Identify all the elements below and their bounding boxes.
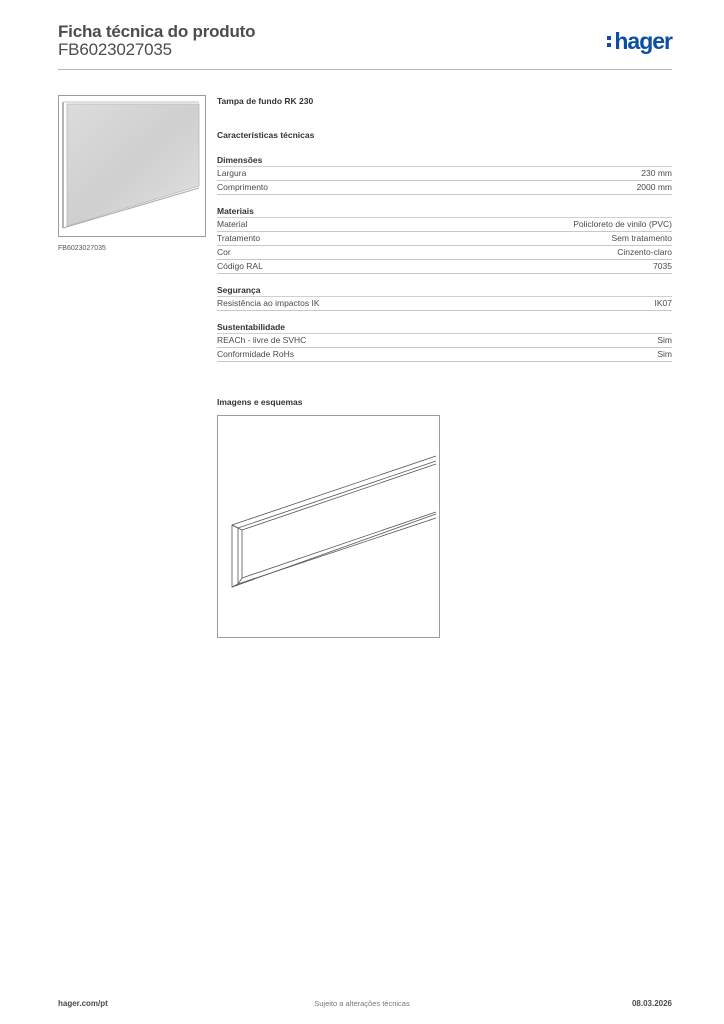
line-drawing [218,416,439,637]
spec-label: REACh - livre de SVHC [217,335,307,345]
footer-notice: Sujeito a alterações técnicas [314,999,410,1008]
spec-value: Cinzento-claro [617,247,672,257]
logo-text: hager [614,27,672,54]
spec-value: 2000 mm [636,182,672,192]
spec-value: Policloreto de vinilo (PVC) [573,219,672,229]
footer-date: 08.03.2026 [631,999,672,1008]
spec-row [217,167,672,181]
product-code: FB6023027035 [58,40,172,59]
spec-label: Largura [217,168,247,178]
spec-label: Cor [217,247,231,257]
spec-row [217,348,672,362]
product-photo [58,95,206,237]
page-header [58,22,672,70]
spec-value: 230 mm [641,168,672,178]
group-sustainability [217,322,672,362]
tech-heading: Características técnicas [217,130,315,140]
spec-row [217,246,672,260]
product-drawing [217,415,440,638]
group-title: Dimensões [217,155,672,167]
spec-row [217,334,672,348]
spec-label: Resistência ao impactos IK [217,298,320,308]
product-name: Tampa de fundo RK 230 [217,96,314,106]
spec-label: Conformidade RoHs [217,349,295,359]
group-title: Segurança [217,285,672,297]
footer-website-link[interactable]: hager.com/pt [58,999,108,1008]
group-dimensions [217,155,672,195]
photo-caption: FB6023027035 [58,245,106,252]
spec-row [217,260,672,274]
group-title: Materiais [217,206,672,218]
spec-row [217,232,672,246]
spec-value: IK07 [654,298,672,308]
spec-label: Código RAL [217,261,263,271]
hager-logo[interactable] [607,28,672,54]
spec-row [217,218,672,232]
spec-label: Material [217,219,248,229]
group-safety [217,285,672,311]
spec-value: 7035 [653,261,672,271]
product-photo-image [59,96,205,236]
spec-value: Sim [657,335,672,345]
logo-colon-mark [607,33,612,49]
spec-label: Tratamento [217,233,261,243]
spec-value: Sem tratamento [611,233,672,243]
images-heading: Imagens e esquemas [217,397,303,407]
spec-row [217,297,672,311]
spec-label: Comprimento [217,182,269,192]
document-title: Ficha técnica do produto [58,22,256,41]
group-materials [217,206,672,274]
spec-row [217,181,672,195]
spec-value: Sim [657,349,672,359]
group-title: Sustentabilidade [217,322,672,334]
product-details [217,96,672,362]
